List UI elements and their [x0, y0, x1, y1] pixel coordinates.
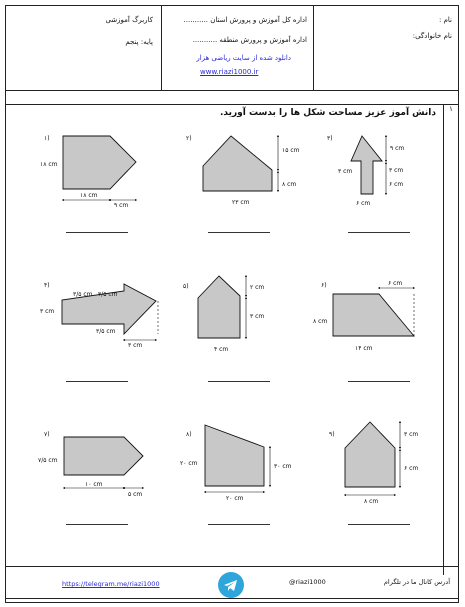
shape-6-label-a: ۶ cm	[388, 280, 403, 287]
shape-3	[351, 136, 382, 194]
website-link[interactable]: www.riazi1000.ir	[200, 68, 259, 76]
shape-7	[64, 437, 143, 475]
shape-2	[203, 136, 272, 191]
shape-6-id: ۶)	[321, 282, 327, 289]
question-number: ۱	[443, 105, 458, 575]
shape-1-id: ۱)	[44, 135, 50, 142]
shape-5-label-a: ۲ cm	[250, 284, 265, 291]
shape-7-label-b: ۱۰ cm	[85, 481, 103, 488]
shape-4-label-c: ۳ cm	[40, 308, 55, 315]
footer	[5, 566, 459, 603]
shape-5	[198, 276, 240, 338]
paper-plane-icon	[218, 572, 244, 598]
shape-8-label-a: ۲۰ cm	[180, 460, 198, 467]
answer-line-5[interactable]	[208, 381, 270, 382]
shape-3-id: ۳)	[327, 135, 333, 142]
shape-5-label-b: ۳ cm	[250, 313, 265, 320]
shape-6-label-c: ۱۴ cm	[355, 345, 373, 352]
shape-9-id: ۹)	[329, 431, 335, 438]
shape-1-label-c: ۹ cm	[114, 202, 129, 209]
shape-9-label-c: ۸ cm	[364, 498, 379, 505]
answer-line-1[interactable]	[66, 232, 128, 233]
shape-3-label-d: ۶ cm	[389, 181, 404, 188]
shape-2-label-b: ۸ cm	[282, 181, 297, 188]
download-note: دانلود شده از سایت ریاضی هزار	[196, 54, 291, 62]
answer-line-8[interactable]	[208, 524, 270, 525]
shape-6-label-b: ۸ cm	[313, 318, 328, 325]
shape-8	[205, 425, 264, 486]
shape-7-label-c: ۵ cm	[128, 491, 143, 498]
shape-4-label-e: ۳ cm	[128, 342, 143, 349]
shape-2-label-a: ۱۵ cm	[282, 147, 300, 154]
shape-6	[333, 294, 414, 336]
shape-2-id: ۲)	[186, 135, 192, 142]
shape-3-label-e: ۶ cm	[356, 200, 371, 207]
shape-3-label-c: ۳ cm	[389, 167, 404, 174]
shape-7-id: ۷)	[44, 431, 50, 438]
telegram-handle[interactable]: @riazi1000	[289, 578, 326, 586]
shape-9	[345, 422, 395, 487]
shape-9-label-b: ۶ cm	[404, 465, 419, 472]
answer-line-7[interactable]	[66, 524, 128, 525]
shape-3-label-b: ۳ cm	[338, 168, 353, 175]
telegram-icon[interactable]	[218, 572, 244, 598]
office-province: اداره کل آموزش و پرورش استان ...........	[183, 16, 307, 24]
shape-8-label-b: ۳۰ cm	[274, 463, 292, 470]
shape-8-label-c: ۲۰ cm	[226, 495, 244, 502]
question-text: دانش آموز عزیز مساحت شکل ها را بدست آورید.	[219, 108, 436, 118]
telegram-link[interactable]: https://telegram.me/riazi1000	[62, 580, 160, 588]
shape-1-label-b: ۱۸ cm	[80, 192, 98, 199]
shape-4-label-d: ۳/۵ cm	[96, 328, 116, 335]
shape-9-label-a: ۳ cm	[404, 431, 419, 438]
answer-line-9[interactable]	[348, 524, 410, 525]
shape-4-id: ۴)	[44, 282, 50, 289]
answer-line-3[interactable]	[348, 232, 410, 233]
channel-label: آدرس کانال ما در تلگرام	[383, 578, 450, 586]
shape-4-label-a: ۳/۵ cm	[73, 291, 93, 298]
shape-1-label-a: ۱۸ cm	[40, 161, 58, 168]
family-label: نام خانوادگی:	[412, 32, 452, 40]
shape-2-label-c: ۲۳ cm	[232, 199, 250, 206]
answer-line-4[interactable]	[66, 381, 128, 382]
shape-8-id: ۸)	[186, 431, 192, 438]
shape-4-label-b: ۳/۵ cm	[98, 291, 118, 298]
name-label: نام :	[439, 16, 452, 24]
shape-7-label-a: ۷/۵ cm	[38, 457, 58, 464]
shape-1	[63, 136, 136, 189]
answer-line-2[interactable]	[208, 232, 270, 233]
shape-3-label-a: ۹ cm	[390, 145, 405, 152]
answer-line-6[interactable]	[348, 381, 410, 382]
shape-5-label-c: ۴ cm	[214, 346, 229, 353]
worksheet-type: کاربرگ آموزشی	[105, 16, 153, 24]
office-region: اداره آموزش و پرورش منطقه ...........	[192, 36, 307, 44]
shape-5-id: ۵)	[183, 283, 189, 290]
grade-label: پایه: پنجم	[125, 38, 153, 46]
